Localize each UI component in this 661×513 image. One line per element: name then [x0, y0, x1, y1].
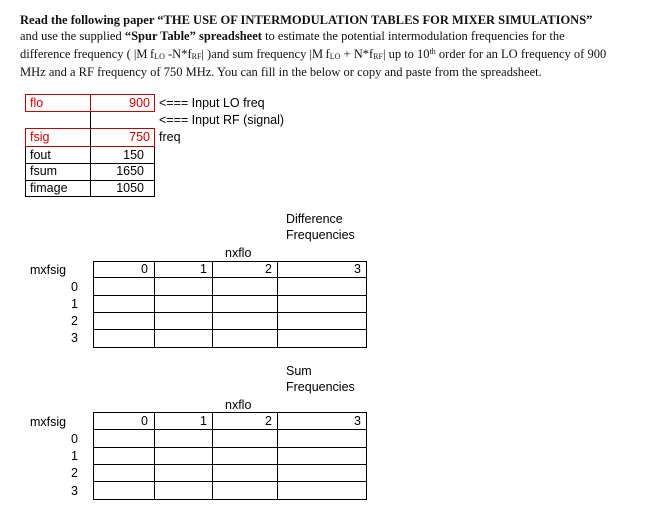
difference-col-header: 2: [265, 262, 272, 276]
fsig-value[interactable]: 750: [129, 130, 150, 144]
sum-col-header: 2: [265, 414, 272, 428]
rf-note: <=== Input RF (signal): [159, 113, 285, 127]
difference-row-header-label: mxfsig: [30, 263, 67, 277]
intro-line-3: difference frequency ( |M $f_{LO}$ $-N*f_{RF}|$ )and sum frequency |M $f_{LO} + N*f_{RF}|$ up to 10th order for an LO frequency of 900: [20, 47, 607, 62]
difference-col-header: 3: [354, 262, 361, 276]
difference-row-header: 0: [71, 280, 78, 294]
difference-col-header-label: nxflo: [225, 246, 252, 260]
sum-col-header-label: nxflo: [225, 398, 252, 412]
difference-row-header: 2: [71, 314, 78, 328]
intro-line-1: Read the following paper “THE USE OF INTERMODULATION TABLES FOR MIXER SIMULATIONS”: [20, 13, 593, 27]
fimage-label: fimage: [30, 181, 68, 195]
fsum-value: 1650: [116, 164, 144, 178]
fout-value: 150: [123, 148, 144, 162]
flo-label: flo: [30, 96, 44, 110]
intro-line-2: and use the supplied “Spur Table” spreadsheet to estimate the potential intermodulation frequencies for the: [20, 28, 565, 43]
difference-row-header: 1: [71, 297, 78, 311]
instructions-paragraph: [20, 13, 652, 80]
intro-line-4: MHz and a RF frequency of 750 MHz. You can fill in the below or copy and paste from the spreadsheet.: [20, 64, 542, 79]
difference-title: Difference Frequencies: [286, 212, 355, 242]
fout-label: fout: [30, 148, 51, 162]
sum-col-header: 1: [200, 414, 207, 428]
sum-row-header: 3: [71, 484, 78, 498]
difference-row-header: 3: [71, 331, 78, 345]
sum-row-header-label: mxfsig: [30, 415, 67, 429]
sum-col-header: 3: [354, 414, 361, 428]
flo-note: <=== Input LO freq: [159, 96, 265, 110]
fsig-label: fsig: [30, 130, 50, 144]
flo-value[interactable]: 900: [129, 96, 150, 110]
sum-col-header: 0: [141, 414, 148, 428]
sum-row-header: 0: [71, 432, 78, 446]
fimage-value: 1050: [116, 181, 144, 195]
difference-col-header: 1: [200, 262, 207, 276]
fsum-label: fsum: [30, 164, 58, 178]
fsig-note: freq: [159, 130, 181, 144]
sum-row-header: 1: [71, 449, 78, 463]
difference-col-header: 0: [141, 262, 148, 276]
sum-title: Sum Frequencies: [286, 364, 355, 394]
sum-row-header: 2: [71, 466, 78, 480]
